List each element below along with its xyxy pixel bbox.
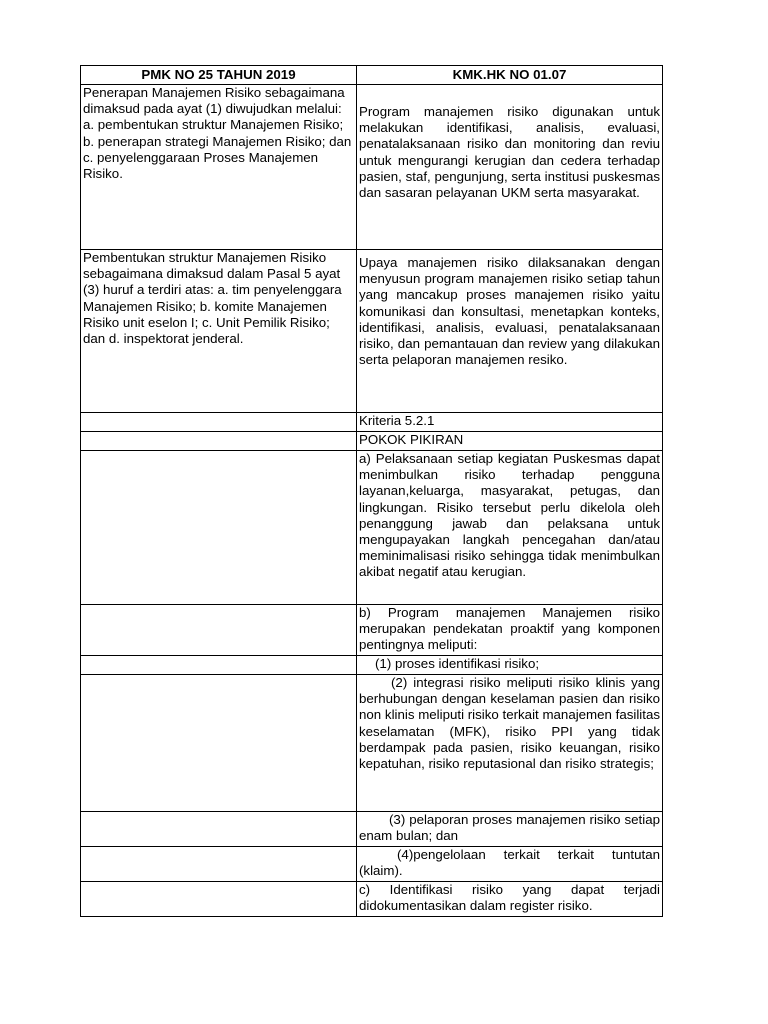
row-cell-right: Program manajemen risiko digunakan untuk melakukan identifikasi, analisis, evaluasi, penatalaksanaan risiko dan monitoring dan reviu untuk mengurangi kerugian dan cedera terhadap pasien, staf, pengunjung, serta institusi puskesmas dan sasaran pelayanan UKM serta masyarakat. — [357, 85, 663, 250]
table-header-row — [81, 66, 663, 85]
row-cell-left — [81, 413, 357, 432]
row-cell-left — [81, 432, 357, 451]
table-row — [81, 250, 663, 413]
table-row — [81, 432, 663, 451]
row-cell-left: Pembentukan struktur Manajemen Risiko sebagaimana dimaksud dalam Pasal 5 ayat (3) huruf a terdiri atas: a. tim penyelenggara Manajemen Risiko; b. komite Manajemen Risiko unit eselon I; c. Unit Pemilik Risiko; dan d. inspektorat jenderal. — [81, 250, 357, 413]
row-cell-left — [81, 882, 357, 917]
table-row — [81, 847, 663, 882]
row-cell-left: Penerapan Manajemen Risiko sebagaimana dimaksud pada ayat (1) diwujudkan melalui: a. pembentukan struktur Manajemen Risiko; b. penerapan strategi Manajemen Risiko; dan c. penyelenggaraan Proses Manajemen Risiko. — [81, 85, 357, 250]
row-cell-right: (2) integrasi risiko meliputi risiko klinis yang berhubungan dengan keselaman pasien dan risiko non klinis meliputi risiko terkait manajemen fasilitas keselamatan (MFK), risiko PPI yang tidak berdampak pada pasien, risiko keuangan, risiko kepatuhan, risiko reputasional dan risiko strategis; — [357, 675, 663, 812]
comparison-table — [80, 65, 663, 917]
header-right: KMK.HK NO 01.07 — [357, 66, 663, 85]
header-left: PMK NO 25 TAHUN 2019 — [81, 66, 357, 85]
row-cell-right: b) Program manajemen Manajemen risiko merupakan pendekatan proaktif yang komponen pentingnya meliputi: — [357, 605, 663, 656]
row-cell-right: (3) pelaporan proses manajemen risiko setiap enam bulan; dan — [357, 812, 663, 847]
row-cell-right: Upaya manajemen risiko dilaksanakan dengan menyusun program manajemen risiko setiap tahun yang mancakup proses manajemen risiko yaitu komunikasi dan konsultasi, menetapkan konteks, identifikasi, analisis, evaluasi, penatalaksanaan risiko, dan pemantauan dan review yang dilakukan serta pelaporan manajemen resiko. — [357, 250, 663, 413]
table-row — [81, 882, 663, 917]
table-row — [81, 675, 663, 812]
row-cell-left — [81, 656, 357, 675]
table-row — [81, 413, 663, 432]
row-cell-right: (1) proses identifikasi risiko; — [357, 656, 663, 675]
table-row — [81, 656, 663, 675]
table-row — [81, 812, 663, 847]
row-cell-right: a) Pelaksanaan setiap kegiatan Puskesmas dapat menimbulkan risiko terhadap pengguna layanan,keluarga, masyarakat, petugas, dan lingkungan. Risiko tersebut perlu dikelola oleh penanggung jawab dan pelaksana untuk mengupayakan langkah pencegahan dan/atau meminimalisasi risiko sehingga tidak menimbulkan akibat negatif atau kerugian. — [357, 451, 663, 605]
row-cell-left — [81, 605, 357, 656]
table-row — [81, 605, 663, 656]
row-cell-left — [81, 675, 357, 812]
row-cell-right: c) Identifikasi risiko yang dapat terjadi didokumentasikan dalam register risiko. — [357, 882, 663, 917]
table-row — [81, 451, 663, 605]
row-cell-left — [81, 451, 357, 605]
row-cell-left — [81, 847, 357, 882]
row-cell-right: POKOK PIKIRAN — [357, 432, 663, 451]
row-cell-left — [81, 812, 357, 847]
row-cell-right: (4)pengelolaan terkait terkait tuntutan (klaim). — [357, 847, 663, 882]
row-cell-right: Kriteria 5.2.1 — [357, 413, 663, 432]
table-row — [81, 85, 663, 250]
